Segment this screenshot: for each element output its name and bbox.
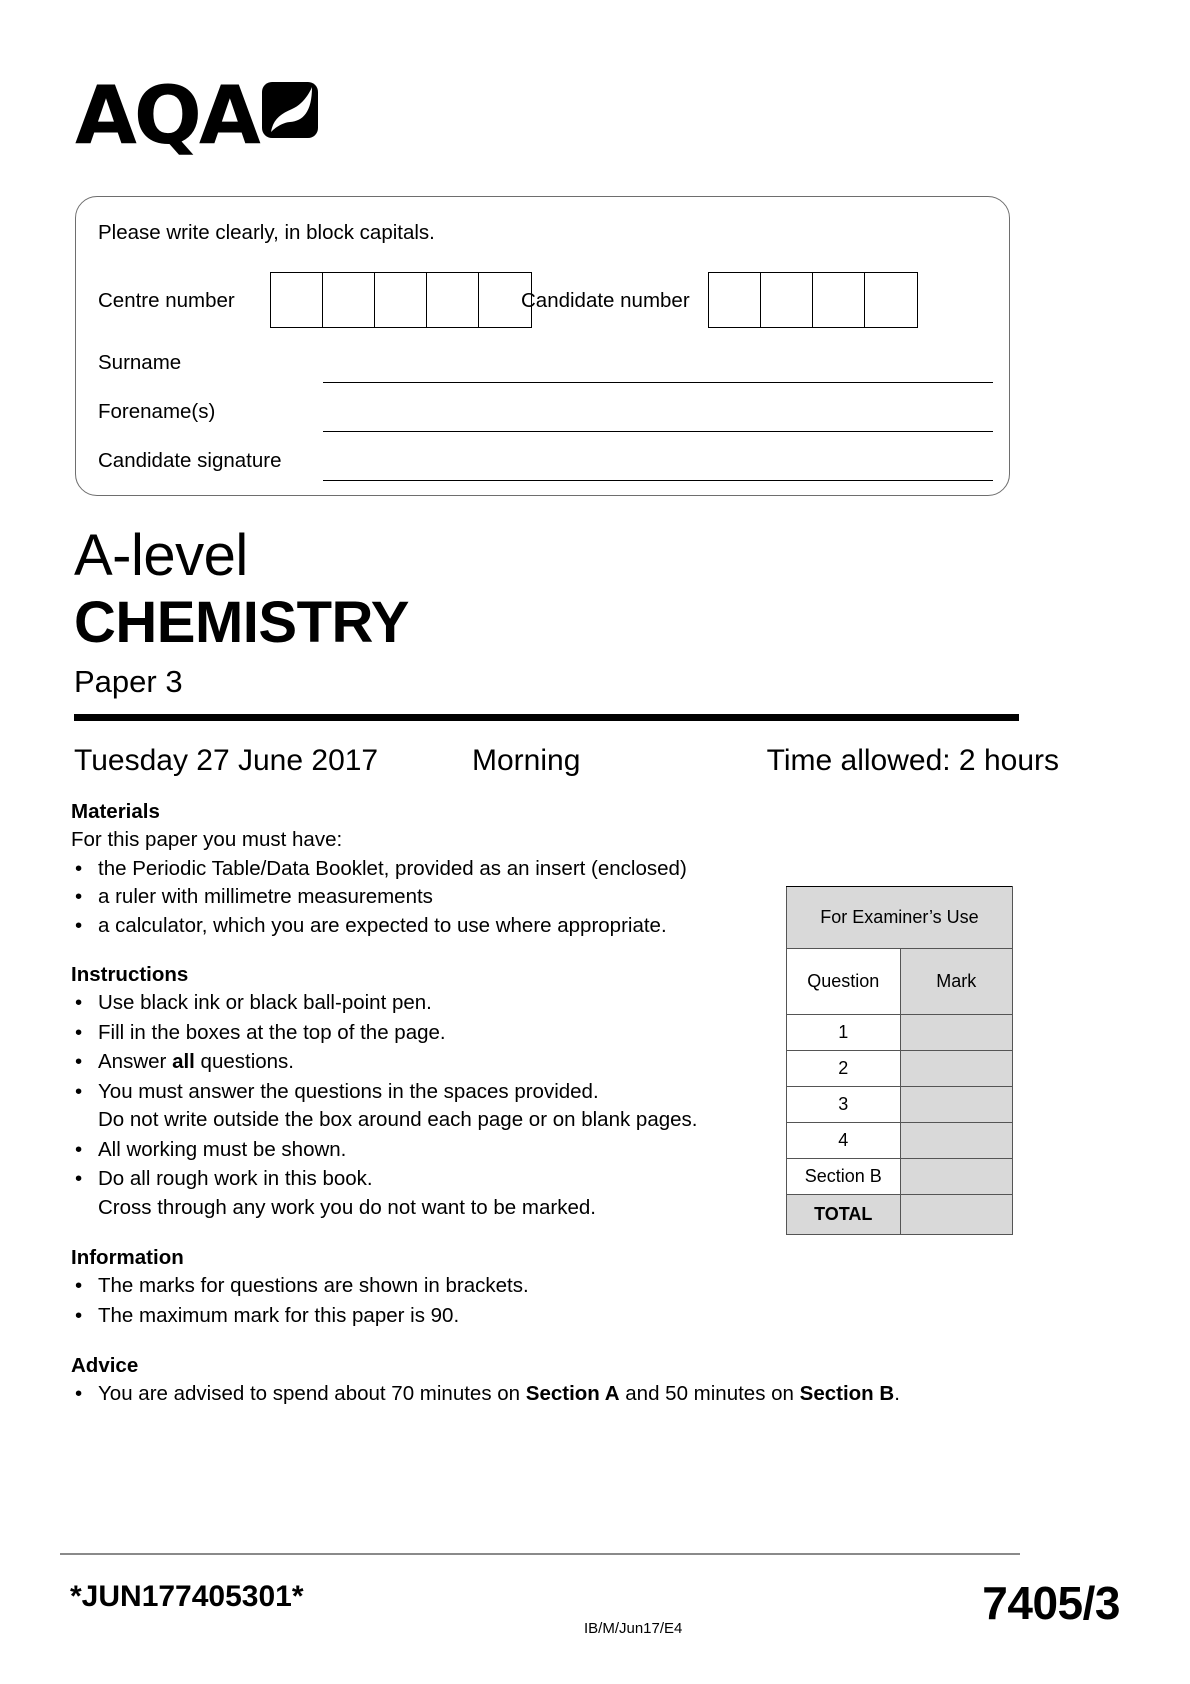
column-header-mark: Mark (900, 949, 1013, 1015)
advice-text-post: . (894, 1382, 900, 1405)
candidate-signature-label: Candidate signature (98, 449, 282, 472)
aqa-leaf-icon (262, 82, 318, 143)
mark-entry[interactable] (900, 1051, 1013, 1087)
centre-number-cell[interactable] (427, 273, 479, 327)
column-header-question: Question (787, 949, 901, 1015)
examiner-table-title: For Examiner’s Use (787, 887, 1013, 949)
qualification-level: A-level (74, 523, 248, 588)
information-text: The marks for questions are shown in brackets. (98, 1274, 529, 1297)
question-label: Section B (787, 1159, 901, 1195)
information-list (71, 1272, 731, 1330)
centre-number-cell[interactable] (323, 273, 375, 327)
materials-item-text: a ruler with millimetre measurements (98, 885, 433, 908)
subject-title: CHEMISTRY (74, 590, 409, 655)
exam-info-row (74, 744, 1059, 784)
bullet-icon: • (75, 1050, 83, 1073)
instruction-text-post: questions. (194, 1050, 295, 1073)
instruction-text: Use black ink or black ball-point pen. (98, 991, 432, 1014)
bullet-icon: • (75, 885, 83, 908)
surname-input[interactable] (323, 382, 993, 383)
list-item (71, 855, 731, 884)
bullet-icon: • (75, 1382, 83, 1405)
time-allowed: Time allowed: 2 hours (766, 744, 1059, 777)
table-row (787, 1051, 1013, 1087)
total-label: TOTAL (787, 1195, 901, 1235)
table-row (787, 949, 1013, 1015)
advice-heading: Advice (71, 1354, 139, 1377)
total-mark-entry[interactable] (900, 1195, 1013, 1235)
candidate-number-cell[interactable] (865, 273, 917, 327)
instruction-text: Fill in the boxes at the top of the page. (98, 1020, 446, 1044)
bullet-icon: • (75, 856, 83, 880)
list-item (71, 989, 731, 1018)
candidate-signature-row (98, 443, 993, 492)
bullet-icon: • (75, 1303, 83, 1327)
advice-text-pre: You are advised to spend about 70 minutes on (98, 1382, 526, 1405)
advice-text-mid: and 50 minutes on (619, 1382, 800, 1405)
mark-entry[interactable] (900, 1015, 1013, 1051)
bullet-icon: • (75, 1137, 83, 1161)
advice-section-b: Section B (799, 1382, 895, 1405)
information-heading: Information (71, 1246, 184, 1269)
centre-number-input[interactable] (270, 272, 532, 328)
list-item (71, 1165, 731, 1222)
table-row (787, 1159, 1013, 1195)
instruction-text: You must answer the questions in the spaces provided. (98, 1079, 599, 1103)
spacer (71, 1331, 731, 1354)
candidate-number-cell[interactable] (761, 273, 813, 327)
materials-heading: Materials (71, 800, 160, 823)
table-row (787, 1123, 1013, 1159)
aqa-logo (75, 69, 318, 162)
bullet-icon: • (75, 1274, 83, 1297)
candidate-details-box (75, 196, 1010, 496)
instruction-text-bold: all (172, 1050, 195, 1073)
ib-reference-code: IB/M/Jun17/E4 (584, 1620, 683, 1637)
list-item (71, 883, 731, 912)
candidate-number-cell[interactable] (813, 273, 865, 327)
barcode-text: *JUN177405301* (70, 1580, 304, 1613)
instructions-heading: Instructions (71, 963, 189, 986)
surname-label: Surname (98, 351, 182, 374)
block-capitals-instruction: Please write clearly, in block capitals. (98, 221, 435, 244)
candidate-number-input[interactable] (708, 272, 918, 328)
list-item (71, 1136, 731, 1165)
instructions-list (71, 989, 731, 1222)
bullet-icon: • (75, 991, 83, 1014)
spacer (71, 1223, 731, 1246)
materials-item-text: the Periodic Table/Data Booklet, provided as an insert (enclosed) (98, 856, 687, 880)
table-row (787, 887, 1013, 949)
bullet-icon: • (75, 1167, 83, 1190)
question-label: 4 (787, 1123, 901, 1159)
spacer (71, 940, 731, 963)
instruction-text: All working must be shown. (98, 1137, 347, 1161)
mark-entry[interactable] (900, 1087, 1013, 1123)
candidate-number-cell[interactable] (709, 273, 761, 327)
exam-date: Tuesday 27 June 2017 (74, 744, 379, 777)
instruction-subtext: Do not write outside the box around each page or on blank pages. (98, 1108, 698, 1131)
forenames-row (98, 394, 993, 443)
advice-list (71, 1380, 900, 1409)
table-row (787, 1015, 1013, 1051)
question-label: 2 (787, 1051, 901, 1087)
question-label: 1 (787, 1015, 901, 1051)
question-label: 3 (787, 1087, 901, 1123)
candidate-signature-input[interactable] (323, 480, 993, 481)
candidate-number-label: Candidate number (521, 289, 690, 312)
mark-entry[interactable] (900, 1159, 1013, 1195)
forenames-label: Forename(s) (98, 400, 216, 423)
paper-code: 7405/3 (982, 1577, 1120, 1629)
forenames-input[interactable] (323, 431, 993, 432)
instruction-text-pre: Answer (98, 1050, 173, 1073)
instruction-text: Do all rough work in this book. (98, 1167, 373, 1190)
surname-row (98, 345, 993, 394)
aqa-wordmark: AQA (75, 69, 258, 162)
title-divider (74, 714, 1019, 721)
materials-list (71, 855, 731, 941)
number-row (98, 272, 993, 328)
bullet-icon: • (75, 1079, 83, 1103)
information-text: The maximum mark for this paper is 90. (98, 1303, 460, 1327)
table-row (787, 1087, 1013, 1123)
table-row-total (787, 1195, 1013, 1235)
exam-session: Morning (472, 744, 581, 777)
list-item (71, 1019, 731, 1048)
centre-number-label: Centre number (98, 289, 235, 312)
footer-divider (60, 1553, 1020, 1555)
list-item (71, 1302, 731, 1331)
bullet-icon: • (75, 1020, 83, 1044)
centre-number-cell[interactable] (375, 273, 427, 327)
materials-item-text: a calculator, which you are expected to use where appropriate. (98, 913, 667, 937)
mark-entry[interactable] (900, 1123, 1013, 1159)
list-item (71, 1048, 731, 1077)
list-item (71, 1078, 731, 1135)
centre-number-cell[interactable] (271, 273, 323, 327)
list-item (71, 912, 731, 941)
list-item (71, 1272, 731, 1301)
paper-number: Paper 3 (74, 664, 183, 699)
advice-section-a: Section A (525, 1382, 620, 1405)
instruction-subtext: Cross through any work you do not want to be marked. (98, 1195, 596, 1219)
bullet-icon: • (75, 913, 83, 937)
list-item (71, 1380, 900, 1409)
materials-intro: For this paper you must have: (71, 828, 343, 851)
examiner-use-table (786, 886, 1013, 1235)
